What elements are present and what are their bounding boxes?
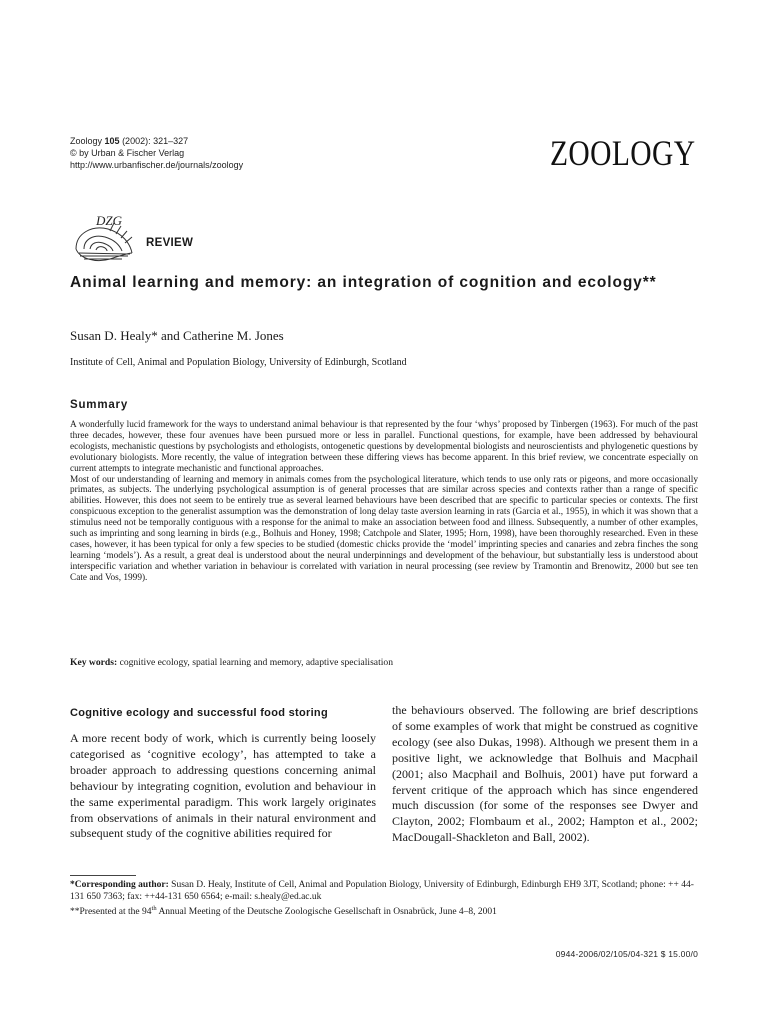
corresponding-author-note: *Corresponding author: Susan D. Healy, Institute of Cell, Animal and Population Biology, University of Edinburgh, Edinburgh EH9 3JT, Scotland; phone: ++ 44-131 650 7363; fax: ++44-131 650 6564; e-mail: s.healy@ed.ac.uk (70, 880, 694, 902)
logo-text: DZG (96, 213, 123, 228)
journal-url: http://www.urbanfischer.de/journals/zoology (70, 159, 244, 170)
body-column-left (70, 703, 376, 842)
section-heading: Cognitive ecology and successful food storing (70, 707, 328, 719)
presentation-note: **Presented at the 94th Annual Meeting of the Deutsche Zoologische Gesellschaft in Osnabrück, June 4–8, 2001 (70, 905, 497, 918)
volume-number: 105 (104, 136, 120, 146)
footnote-divider (70, 875, 136, 876)
nautilus-shell-logo (70, 213, 140, 263)
summary-paragraph: Most of our understanding of learning and memory in animals comes from the psychological literature, which tends to use only rats or pigeons, and more occasionally primates, as subjects. The underlying psychological assumption is of general processes that are similar across species and contexts rather than a range of specific abilities. However, this does not seem to be entirely true as several learned behaviours have been described that are specific to particular species or contexts. The first conspicuous exception to the generalist assumption was the demonstration of long delay taste aversion learning in rats (Garcia et al., 1955), in which it was shown that a stimulus need not be temporally contiguous with a response for the animal to make an association between food and illness. Subsequently, a number of other examples, such as imprinting and song learning in birds (e.g., Bolhuis and Honey, 1998; Catchpole and Slater, 1995; Horn, 1998), have been thoroughly researched. Even in these cases, however, it has been typical for only a few species to be studied (domestic chicks provide the ‘model’ imprinting species and canaries and zebra finches the song learning ‘models’). As a result, a great deal is understood about the neural underpinnings and development of the behaviour, but substantially less is understood about interspecific variation and whether variation in behaviour is correlated with variation in neural processing (see review by Tramontin and Brenowitz, 2000 but see ten Cate and Vos, 1999). (70, 474, 698, 583)
article-type-label: REVIEW (146, 237, 194, 249)
keywords (70, 657, 698, 668)
footnotes (70, 880, 700, 919)
author-affiliation: Institute of Cell, Animal and Population Biology, University of Edinburgh, Scotland (70, 357, 407, 368)
issn-code: 0944-2006/02/105/04-321 $ 15.00/0 (555, 949, 698, 959)
author-list: Susan D. Healy* and Catherine M. Jones (70, 328, 284, 343)
journal-volume-line: Zoology 105 (2002): 321–327 (70, 136, 189, 146)
journal-name: ZOOLOGY (549, 133, 695, 173)
body-paragraph: A more recent body of work, which is currently being loosely categorised as ‘cognitive ecology’, has attempted to take a broader approach to addressing questions concerning animal behaviour by integrating cognition, evolution and behaviour in the same experimental paradigm. This work largely originates from observations of animals in their natural environment and subsequent study of the cognitive abilities required for (70, 731, 376, 841)
body-paragraph: the behaviours observed. The following are brief descriptions of some examples of work that might be construed as cognitive ecology (see also Dukas, 1998). Although we present them in a positive light, we acknowledge that Bolhuis and Macphail (2001; also Macphail and Bolhuis, 2001) have put forward a fervent critique of the approach which has since engendered much discussion (for some of the responses see Dwyer and Clayton, 2002; Flombaum et al., 2002; Hampton et al., 2002; MacDougall-Shackleton and Ball, 2002). (392, 703, 698, 845)
summary-abstract (70, 420, 698, 584)
keywords-label: Key words: (70, 657, 118, 668)
summary-heading: Summary (70, 399, 129, 411)
keywords-text: cognitive ecology, spatial learning and memory, adaptive specialisation (117, 657, 393, 668)
summary-paragraph: A wonderfully lucid framework for the ways to understand animal behaviour is that represented by the four ‘whys’ proposed by Tinbergen (1963). For much of the past three decades, however, these four avenues have been pursued more or less in parallel. Functional questions, for example, have been addressed by behavioural ecologists, mechanistic questions by psychologists and ethologists, ontogenetic questions by developmental biologists and neuroscientists and phylogenetic questions by evolutionary biologists. More recently, the value of integration between these differing views has become apparent. In this brief review, we concentrate especially on current attempts to integrate mechanistic and functional approaches. (70, 420, 698, 474)
journal-citation (70, 136, 243, 171)
article-title: Animal learning and memory: an integration of cognition and ecology** (70, 274, 657, 291)
publisher-line: © by Urban & Fischer Verlag (70, 147, 185, 158)
body-column-right (392, 703, 698, 846)
